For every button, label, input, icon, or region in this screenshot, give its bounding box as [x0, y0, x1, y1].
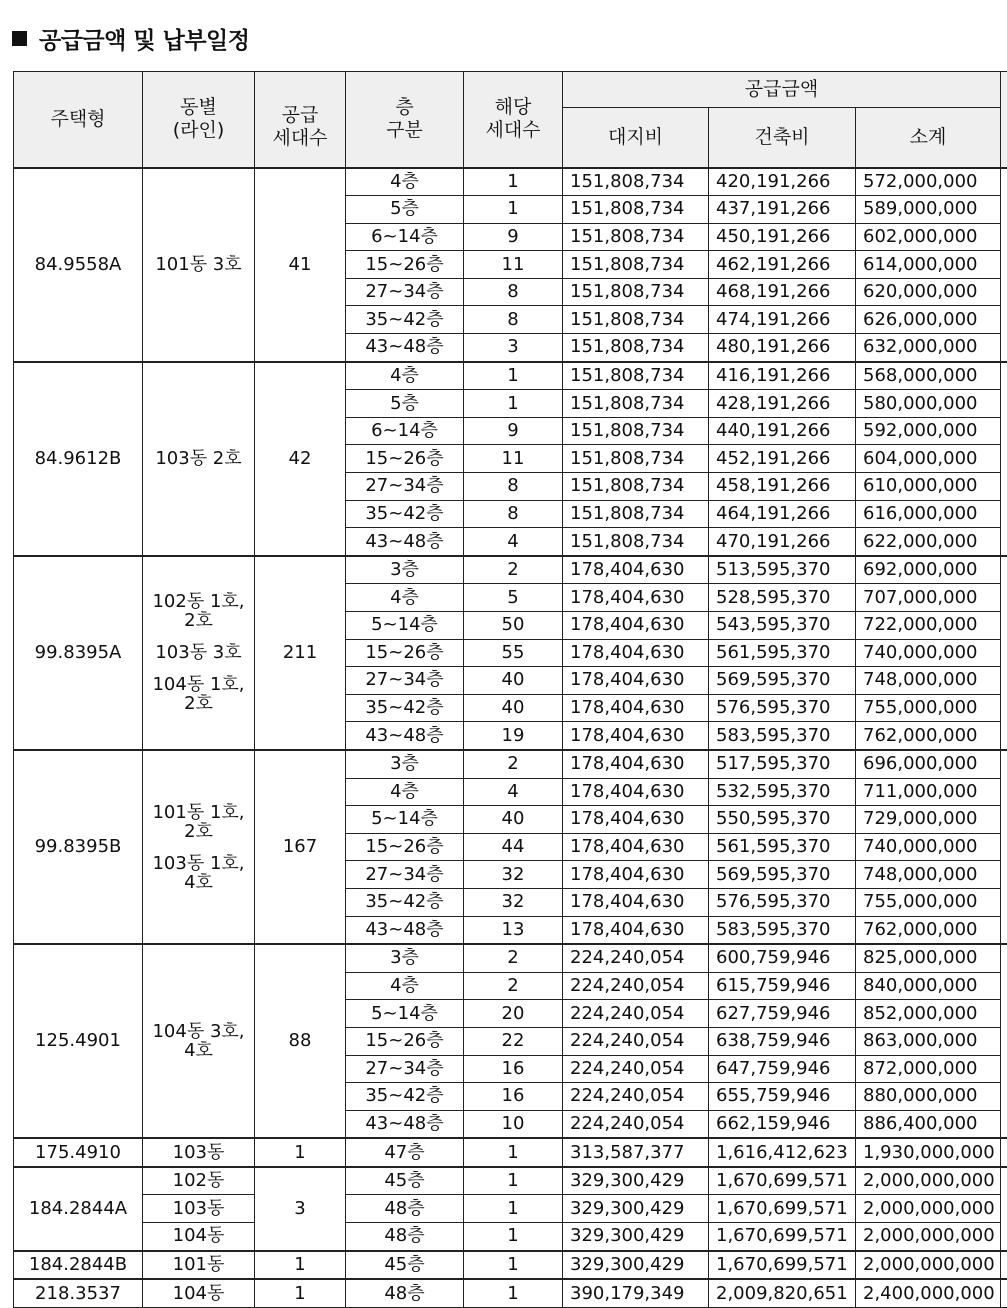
subtotal-cell: 602,000,000	[856, 223, 1001, 251]
units-cell: 2	[464, 750, 563, 778]
building-cost-cell: 513,595,370	[709, 556, 856, 584]
supply-units-cell: 1	[255, 1138, 346, 1167]
land-cost-cell: 224,240,054	[563, 944, 709, 972]
cut-column-cell	[1001, 1167, 1007, 1251]
building-cost-cell: 1,670,699,571	[709, 1223, 856, 1251]
subtotal-cell: 748,000,000	[856, 861, 1001, 889]
floor-cell: 43~48층	[346, 1110, 464, 1138]
square-bullet-icon	[12, 31, 27, 46]
floor-cell: 5~14층	[346, 612, 464, 640]
land-cost-cell: 224,240,054	[563, 1083, 709, 1111]
units-cell: 4	[464, 778, 563, 806]
floor-cell: 4층	[346, 972, 464, 1000]
land-cost-cell: 151,808,734	[563, 500, 709, 528]
units-cell: 2	[464, 556, 563, 584]
units-cell: 20	[464, 1000, 563, 1028]
building-cost-cell: 583,595,370	[709, 722, 856, 750]
land-cost-cell: 178,404,630	[563, 639, 709, 667]
floor-cell: 4층	[346, 778, 464, 806]
building-cost-cell: 655,759,946	[709, 1083, 856, 1111]
header-floor-group	[346, 72, 464, 168]
floor-cell: 4층	[346, 362, 464, 390]
land-cost-cell: 151,808,734	[563, 362, 709, 390]
housing-type-cell: 84.9558A	[14, 168, 143, 362]
floor-cell: 48층	[346, 1195, 464, 1223]
land-cost-cell: 151,808,734	[563, 223, 709, 251]
floor-cell: 43~48층	[346, 722, 464, 750]
units-cell: 32	[464, 861, 563, 889]
housing-type-cell: 218.3537	[14, 1279, 143, 1307]
header-building-line	[143, 72, 255, 168]
building-cost-cell: 576,595,370	[709, 888, 856, 916]
subtotal-cell: 762,000,000	[856, 722, 1001, 750]
building-line-cell: 102동	[143, 1167, 255, 1195]
header-housing-type: 주택형	[14, 72, 143, 168]
table-row	[14, 362, 1007, 390]
building-line-cell: 103동	[143, 1138, 255, 1167]
units-cell: 19	[464, 722, 563, 750]
units-cell: 1	[464, 1279, 563, 1307]
building-line-cell: 104동	[143, 1223, 255, 1251]
land-cost-cell: 178,404,630	[563, 806, 709, 834]
building-cost-cell: 517,595,370	[709, 750, 856, 778]
subtotal-cell: 592,000,000	[856, 417, 1001, 445]
building-cost-cell: 561,595,370	[709, 833, 856, 861]
subtotal-cell: 2,000,000,000	[856, 1167, 1001, 1195]
subtotal-cell: 748,000,000	[856, 667, 1001, 695]
supply-units-cell: 3	[255, 1167, 346, 1251]
subtotal-cell: 610,000,000	[856, 473, 1001, 501]
building-cost-cell: 470,191,266	[709, 528, 856, 556]
land-cost-cell: 329,300,429	[563, 1195, 709, 1223]
units-cell: 8	[464, 473, 563, 501]
units-cell: 2	[464, 944, 563, 972]
table-row	[14, 168, 1007, 196]
section-title-text: 공급금액 및 납부일정	[39, 28, 250, 54]
supply-units-cell: 211	[255, 556, 346, 750]
land-cost-cell: 178,404,630	[563, 750, 709, 778]
floor-cell: 4층	[346, 584, 464, 612]
floor-cell: 5~14층	[346, 806, 464, 834]
building-cost-cell: 458,191,266	[709, 473, 856, 501]
units-cell: 1	[464, 1251, 563, 1280]
land-cost-cell: 224,240,054	[563, 972, 709, 1000]
building-line-group: 103동 3호	[155, 642, 242, 664]
header-supply-units-1: 공급	[281, 104, 319, 127]
units-cell: 8	[464, 278, 563, 306]
building-cost-cell: 1,670,699,571	[709, 1251, 856, 1280]
floor-cell: 27~34층	[346, 667, 464, 695]
subtotal-cell: 604,000,000	[856, 445, 1001, 473]
building-cost-cell: 569,595,370	[709, 861, 856, 889]
building-line-cell	[143, 362, 255, 556]
building-cost-cell: 627,759,946	[709, 1000, 856, 1028]
subtotal-cell: 762,000,000	[856, 916, 1001, 944]
subtotal-cell: 880,000,000	[856, 1083, 1001, 1111]
land-cost-cell: 178,404,630	[563, 916, 709, 944]
land-cost-cell: 224,240,054	[563, 1027, 709, 1055]
building-line-cell: 103동	[143, 1195, 255, 1223]
supply-units-cell: 1	[255, 1251, 346, 1280]
floor-cell: 43~48층	[346, 528, 464, 556]
land-cost-cell: 329,300,429	[563, 1223, 709, 1251]
building-line-group: 103동 1호, 4호	[152, 852, 245, 893]
building-cost-cell: 532,595,370	[709, 778, 856, 806]
land-cost-cell: 390,179,349	[563, 1279, 709, 1307]
building-line-cell	[143, 168, 255, 362]
floor-cell: 4층	[346, 168, 464, 196]
building-cost-cell: 600,759,946	[709, 944, 856, 972]
land-cost-cell: 178,404,630	[563, 888, 709, 916]
table-row	[14, 1195, 1007, 1223]
building-cost-cell: 2,009,820,651	[709, 1279, 856, 1307]
units-cell: 1	[464, 362, 563, 390]
building-line-cell	[143, 556, 255, 750]
header-cut-column	[1001, 72, 1007, 168]
subtotal-cell: 707,000,000	[856, 584, 1001, 612]
units-cell: 9	[464, 417, 563, 445]
units-cell: 1	[464, 1223, 563, 1251]
header-floor-group-2: 구분	[386, 119, 423, 142]
cut-column-cell	[1001, 556, 1007, 750]
units-cell: 1	[464, 196, 563, 224]
floor-cell: 15~26층	[346, 833, 464, 861]
subtotal-cell: 580,000,000	[856, 390, 1001, 418]
building-cost-cell: 550,595,370	[709, 806, 856, 834]
units-cell: 2	[464, 972, 563, 1000]
subtotal-cell: 626,000,000	[856, 306, 1001, 334]
subtotal-cell: 755,000,000	[856, 694, 1001, 722]
floor-cell: 6~14층	[346, 417, 464, 445]
land-cost-cell: 224,240,054	[563, 1055, 709, 1083]
subtotal-cell: 614,000,000	[856, 251, 1001, 279]
building-cost-cell: 647,759,946	[709, 1055, 856, 1083]
building-cost-cell: 1,670,699,571	[709, 1167, 856, 1195]
header-building-cost: 건축비	[709, 108, 856, 168]
table-header	[14, 72, 1007, 168]
land-cost-cell: 178,404,630	[563, 722, 709, 750]
subtotal-cell: 1,930,000,000	[856, 1138, 1001, 1167]
table-row	[14, 944, 1007, 972]
floor-cell: 45층	[346, 1167, 464, 1195]
units-cell: 11	[464, 251, 563, 279]
units-cell: 13	[464, 916, 563, 944]
building-cost-cell: 428,191,266	[709, 390, 856, 418]
land-cost-cell: 178,404,630	[563, 667, 709, 695]
header-supply-units	[255, 72, 346, 168]
header-supply-units-2: 세대수	[272, 127, 328, 150]
building-cost-cell: 662,159,946	[709, 1110, 856, 1138]
units-cell: 5	[464, 584, 563, 612]
floor-cell: 5층	[346, 390, 464, 418]
floor-cell: 35~42층	[346, 888, 464, 916]
building-cost-cell: 480,191,266	[709, 334, 856, 362]
units-cell: 10	[464, 1110, 563, 1138]
floor-cell: 3층	[346, 750, 464, 778]
units-cell: 40	[464, 694, 563, 722]
subtotal-cell: 729,000,000	[856, 806, 1001, 834]
building-cost-cell: 543,595,370	[709, 612, 856, 640]
supply-units-cell: 1	[255, 1279, 346, 1307]
building-cost-cell: 468,191,266	[709, 278, 856, 306]
subtotal-cell: 632,000,000	[856, 334, 1001, 362]
building-cost-cell: 416,191,266	[709, 362, 856, 390]
subtotal-cell: 886,400,000	[856, 1110, 1001, 1138]
floor-cell: 27~34층	[346, 473, 464, 501]
land-cost-cell: 178,404,630	[563, 612, 709, 640]
header-floor-group-1: 층	[395, 96, 414, 119]
land-cost-cell: 151,808,734	[563, 306, 709, 334]
housing-type-cell: 99.8395A	[14, 556, 143, 750]
table-row	[14, 750, 1007, 778]
units-cell: 1	[464, 1195, 563, 1223]
building-cost-cell: 576,595,370	[709, 694, 856, 722]
floor-cell: 45층	[346, 1251, 464, 1280]
housing-type-cell: 84.9612B	[14, 362, 143, 556]
building-line-group: 102동 1호, 2호	[152, 591, 245, 632]
subtotal-cell: 568,000,000	[856, 362, 1001, 390]
building-line-group: 104동 1호, 2호	[152, 674, 245, 715]
land-cost-cell: 151,808,734	[563, 168, 709, 196]
units-cell: 9	[464, 223, 563, 251]
subtotal-cell: 740,000,000	[856, 833, 1001, 861]
header-units-2: 세대수	[485, 119, 541, 142]
building-line-group: 104동 3호, 4호	[152, 1021, 245, 1062]
housing-type-cell: 125.4901	[14, 944, 143, 1138]
header-building-line-2: (라인)	[172, 119, 225, 142]
subtotal-cell: 589,000,000	[856, 196, 1001, 224]
floor-cell: 35~42층	[346, 1083, 464, 1111]
housing-type-cell: 99.8395B	[14, 750, 143, 944]
building-cost-cell: 420,191,266	[709, 168, 856, 196]
land-cost-cell: 151,808,734	[563, 196, 709, 224]
building-line-group: 103동 2호	[155, 448, 242, 470]
subtotal-cell: 2,000,000,000	[856, 1223, 1001, 1251]
header-land-cost: 대지비	[563, 108, 709, 168]
table-row	[14, 1138, 1007, 1167]
building-line-cell: 104동	[143, 1279, 255, 1307]
building-cost-cell: 452,191,266	[709, 445, 856, 473]
housing-type-cell: 175.4910	[14, 1138, 143, 1167]
subtotal-cell: 2,000,000,000	[856, 1251, 1001, 1280]
cut-column-cell	[1001, 944, 1007, 1138]
land-cost-cell: 151,808,734	[563, 278, 709, 306]
building-cost-cell: 437,191,266	[709, 196, 856, 224]
building-cost-cell: 474,191,266	[709, 306, 856, 334]
table-row	[14, 556, 1007, 584]
floor-cell: 35~42층	[346, 306, 464, 334]
land-cost-cell: 151,808,734	[563, 528, 709, 556]
floor-cell: 48층	[346, 1279, 464, 1307]
land-cost-cell: 178,404,630	[563, 556, 709, 584]
header-units	[464, 72, 563, 168]
land-cost-cell: 178,404,630	[563, 833, 709, 861]
units-cell: 32	[464, 888, 563, 916]
building-cost-cell: 583,595,370	[709, 916, 856, 944]
floor-cell: 27~34층	[346, 278, 464, 306]
land-cost-cell: 224,240,054	[563, 1110, 709, 1138]
land-cost-cell: 151,808,734	[563, 417, 709, 445]
units-cell: 8	[464, 500, 563, 528]
floor-cell: 5~14층	[346, 1000, 464, 1028]
subtotal-cell: 620,000,000	[856, 278, 1001, 306]
header-subtotal: 소계	[856, 108, 1001, 168]
land-cost-cell: 178,404,630	[563, 694, 709, 722]
supply-units-cell: 42	[255, 362, 346, 556]
floor-cell: 27~34층	[346, 1055, 464, 1083]
subtotal-cell: 863,000,000	[856, 1027, 1001, 1055]
supply-price-table	[13, 71, 1007, 1308]
subtotal-cell: 852,000,000	[856, 1000, 1001, 1028]
land-cost-cell: 178,404,630	[563, 584, 709, 612]
floor-cell: 15~26층	[346, 445, 464, 473]
building-cost-cell: 462,191,266	[709, 251, 856, 279]
land-cost-cell: 178,404,630	[563, 861, 709, 889]
subtotal-cell: 2,000,000,000	[856, 1195, 1001, 1223]
cut-column-cell	[1001, 1138, 1007, 1167]
cut-column-cell	[1001, 1279, 1007, 1307]
units-cell: 40	[464, 806, 563, 834]
land-cost-cell: 151,808,734	[563, 334, 709, 362]
land-cost-cell: 151,808,734	[563, 251, 709, 279]
cut-column-cell	[1001, 1251, 1007, 1280]
land-cost-cell: 329,300,429	[563, 1167, 709, 1195]
units-cell: 22	[464, 1027, 563, 1055]
building-line-group: 101동 3호	[155, 254, 242, 276]
land-cost-cell: 178,404,630	[563, 778, 709, 806]
units-cell: 50	[464, 612, 563, 640]
header-supply-price: 공급금액	[563, 72, 1001, 108]
units-cell: 3	[464, 334, 563, 362]
building-cost-cell: 528,595,370	[709, 584, 856, 612]
building-cost-cell: 615,759,946	[709, 972, 856, 1000]
table-row	[14, 1251, 1007, 1280]
subtotal-cell: 755,000,000	[856, 888, 1001, 916]
units-cell: 40	[464, 667, 563, 695]
units-cell: 55	[464, 639, 563, 667]
floor-cell: 5층	[346, 196, 464, 224]
subtotal-cell: 872,000,000	[856, 1055, 1001, 1083]
building-cost-cell: 464,191,266	[709, 500, 856, 528]
subtotal-cell: 616,000,000	[856, 500, 1001, 528]
subtotal-cell: 2,400,000,000	[856, 1279, 1001, 1307]
cut-column-cell	[1001, 168, 1007, 362]
subtotal-cell: 740,000,000	[856, 639, 1001, 667]
units-cell: 8	[464, 306, 563, 334]
units-cell: 11	[464, 445, 563, 473]
cut-column-cell	[1001, 362, 1007, 556]
subtotal-cell: 622,000,000	[856, 528, 1001, 556]
subtotal-cell: 711,000,000	[856, 778, 1001, 806]
floor-cell: 43~48층	[346, 334, 464, 362]
table-row	[14, 1279, 1007, 1307]
floor-cell: 6~14층	[346, 223, 464, 251]
units-cell: 16	[464, 1083, 563, 1111]
floor-cell: 15~26층	[346, 639, 464, 667]
supply-units-cell: 88	[255, 944, 346, 1138]
subtotal-cell: 572,000,000	[856, 168, 1001, 196]
building-cost-cell: 561,595,370	[709, 639, 856, 667]
building-cost-cell: 1,670,699,571	[709, 1195, 856, 1223]
units-cell: 16	[464, 1055, 563, 1083]
land-cost-cell: 151,808,734	[563, 390, 709, 418]
building-cost-cell: 440,191,266	[709, 417, 856, 445]
subtotal-cell: 696,000,000	[856, 750, 1001, 778]
floor-cell: 48층	[346, 1223, 464, 1251]
header-building-line-1: 동별	[180, 96, 217, 119]
land-cost-cell: 224,240,054	[563, 1000, 709, 1028]
subtotal-cell: 722,000,000	[856, 612, 1001, 640]
land-cost-cell: 313,587,377	[563, 1138, 709, 1167]
table-body	[14, 168, 1007, 1308]
building-cost-cell: 1,616,412,623	[709, 1138, 856, 1167]
floor-cell: 43~48층	[346, 916, 464, 944]
section-title	[8, 22, 249, 55]
land-cost-cell: 329,300,429	[563, 1251, 709, 1280]
floor-cell: 27~34층	[346, 861, 464, 889]
building-cost-cell: 569,595,370	[709, 667, 856, 695]
units-cell: 44	[464, 833, 563, 861]
units-cell: 4	[464, 528, 563, 556]
subtotal-cell: 840,000,000	[856, 972, 1001, 1000]
building-line-group: 101동 1호, 2호	[152, 801, 245, 842]
building-line-cell	[143, 944, 255, 1138]
units-cell: 1	[464, 1167, 563, 1195]
floor-cell: 15~26층	[346, 251, 464, 279]
supply-units-cell: 41	[255, 168, 346, 362]
building-line-cell	[143, 750, 255, 944]
floor-cell: 35~42층	[346, 694, 464, 722]
supply-units-cell: 167	[255, 750, 346, 944]
header-units-1: 해당	[494, 96, 532, 119]
floor-cell: 35~42층	[346, 500, 464, 528]
subtotal-cell: 825,000,000	[856, 944, 1001, 972]
floor-cell: 15~26층	[346, 1027, 464, 1055]
building-cost-cell: 638,759,946	[709, 1027, 856, 1055]
building-cost-cell: 450,191,266	[709, 223, 856, 251]
cut-column-cell	[1001, 750, 1007, 944]
subtotal-cell: 692,000,000	[856, 556, 1001, 584]
units-cell: 1	[464, 168, 563, 196]
building-line-cell: 101동	[143, 1251, 255, 1280]
housing-type-cell: 184.2844B	[14, 1251, 143, 1280]
floor-cell: 3층	[346, 944, 464, 972]
floor-cell: 3층	[346, 556, 464, 584]
units-cell: 1	[464, 390, 563, 418]
housing-type-cell: 184.2844A	[14, 1167, 143, 1251]
table-row	[14, 1223, 1007, 1251]
floor-cell: 47층	[346, 1138, 464, 1167]
land-cost-cell: 151,808,734	[563, 445, 709, 473]
land-cost-cell: 151,808,734	[563, 473, 709, 501]
table-row	[14, 1167, 1007, 1195]
units-cell: 1	[464, 1138, 563, 1167]
